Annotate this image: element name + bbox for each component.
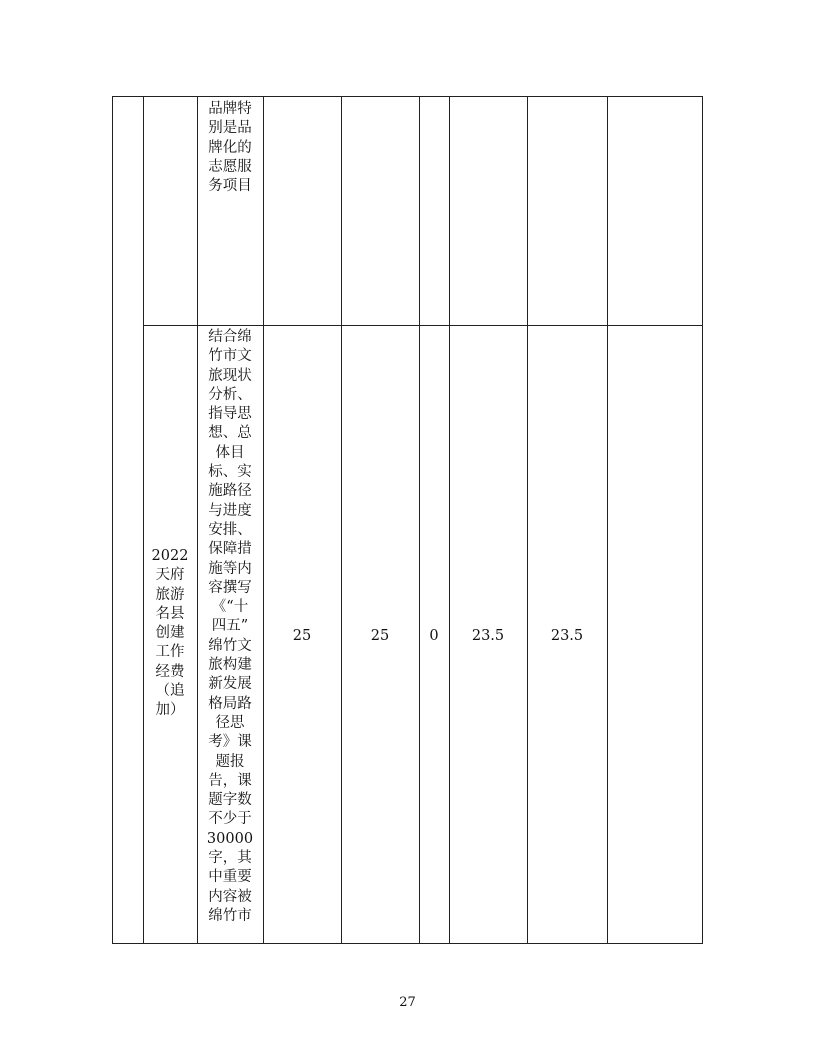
table-cell-value: 25 [370, 628, 390, 644]
table-cell-content: 品牌特 别是品 牌化的 志愿服 务项目 [208, 101, 252, 195]
page-number: 27 [399, 995, 416, 1010]
table-grid-line [419, 97, 420, 943]
table-cell-content: 结合绵 竹市文 旅现状 分析、 指导思 想、总 体目 标、实 施路径 与进度 安排、 保障措 施等内 容撰写 《“十 四五” 绵竹文 旅构建 新发展 格局路 径思 考》课 题报 告，课 题字数 不少于 30000 字，其 中重要 内容被 绵竹市 [206, 329, 254, 924]
table-grid-line [143, 97, 144, 943]
table-grid-line [607, 97, 608, 943]
table-row-divider [143, 325, 702, 326]
table-grid-line [449, 97, 450, 943]
table-grid-line [527, 97, 528, 943]
table-grid-line [197, 97, 198, 943]
table-grid-line [263, 97, 264, 943]
table-cell-value: 0 [429, 628, 439, 644]
table-cell-value: 25 [292, 628, 312, 644]
table-cell-value: 23.5 [550, 628, 584, 644]
table-cell-value: 23.5 [471, 628, 505, 644]
table-cell-project-name: 2022 天府 旅游 名县 创建 工作 经费 （追 加） [151, 548, 189, 719]
budget-table [112, 96, 703, 944]
table-grid-line [341, 97, 342, 943]
